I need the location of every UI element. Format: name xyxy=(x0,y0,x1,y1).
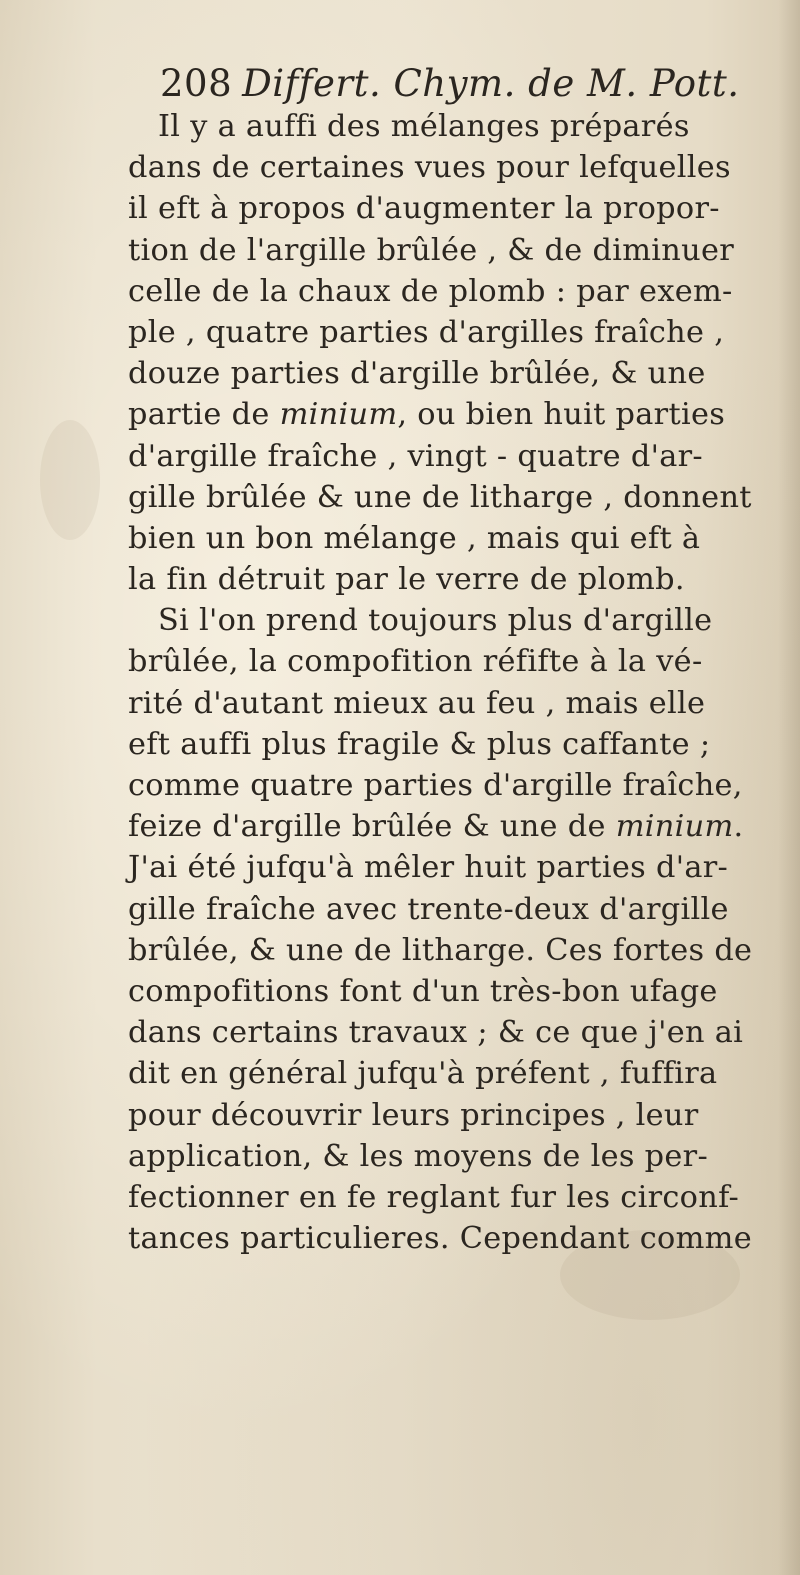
text-line: il eft à propos d'augmenter la propor- xyxy=(128,191,720,227)
text-line: compofitions font d'un très-bon ufage xyxy=(128,973,718,1009)
text-line: tion de l'argille brûlée , & de diminuer xyxy=(128,232,735,268)
page-number: 208 xyxy=(160,62,233,105)
text-line: application, & les moyens de les per- xyxy=(128,1138,709,1174)
paper-stain xyxy=(40,420,100,540)
text-line: feize d'argille brûlée & une de minium. xyxy=(128,809,744,845)
text-line: ple , quatre parties d'argilles fraîche , xyxy=(128,314,725,350)
text-line: dit en général jufqu'à préfent , fuffira xyxy=(128,1056,718,1092)
text-line: gille brûlée & une de litharge , donnent xyxy=(128,479,752,515)
text-line: d'argille fraîche , vingt - quatre d'ar- xyxy=(128,438,703,474)
text-line: bien un bon mélange , mais qui eft à xyxy=(128,520,701,556)
text-line: rité d'autant mieux au feu , mais elle xyxy=(128,685,706,721)
text-line: eft auffi plus fragile & plus caffante ; xyxy=(128,726,711,762)
text-line: partie de minium, ou bien huit parties xyxy=(128,397,726,433)
text-line: gille fraîche avec trente-deux d'argille xyxy=(128,891,729,927)
text-line: Il y a auffi des mélanges préparés xyxy=(158,109,690,144)
text-line: douze parties d'argille brûlée, & une xyxy=(128,356,706,392)
page-text xyxy=(128,62,800,1259)
text-line: dans certains travaux ; & ce que j'en ai xyxy=(128,1015,744,1051)
text-line: pour découvrir leurs principes , leur xyxy=(128,1097,699,1133)
text-line: dans de certaines vues pour lefquelles xyxy=(128,150,731,186)
text-line: la fin détruit par le verre de plomb. xyxy=(128,562,685,598)
text-line: fectionner en fe reglant fur les circonf- xyxy=(128,1179,740,1215)
text-line: comme quatre parties d'argille fraîche, xyxy=(128,768,743,803)
text-line: tances particulieres. Cependant comme xyxy=(128,1221,753,1257)
text-line: brûlée, la compofition réfifte à la vé- xyxy=(128,644,703,680)
running-header xyxy=(160,62,800,106)
text-line: Si l'on prend toujours plus d'argille xyxy=(158,603,713,639)
text-line: J'ai été jufqu'à mêler huit parties d'ar- xyxy=(128,850,729,886)
running-title: Differt. Chym. de M. Pott. xyxy=(242,62,740,105)
text-line: brûlée, & une de litharge. Ces fortes de xyxy=(128,932,753,968)
text-line: celle de la chaux de plomb : par exem- xyxy=(128,273,733,309)
